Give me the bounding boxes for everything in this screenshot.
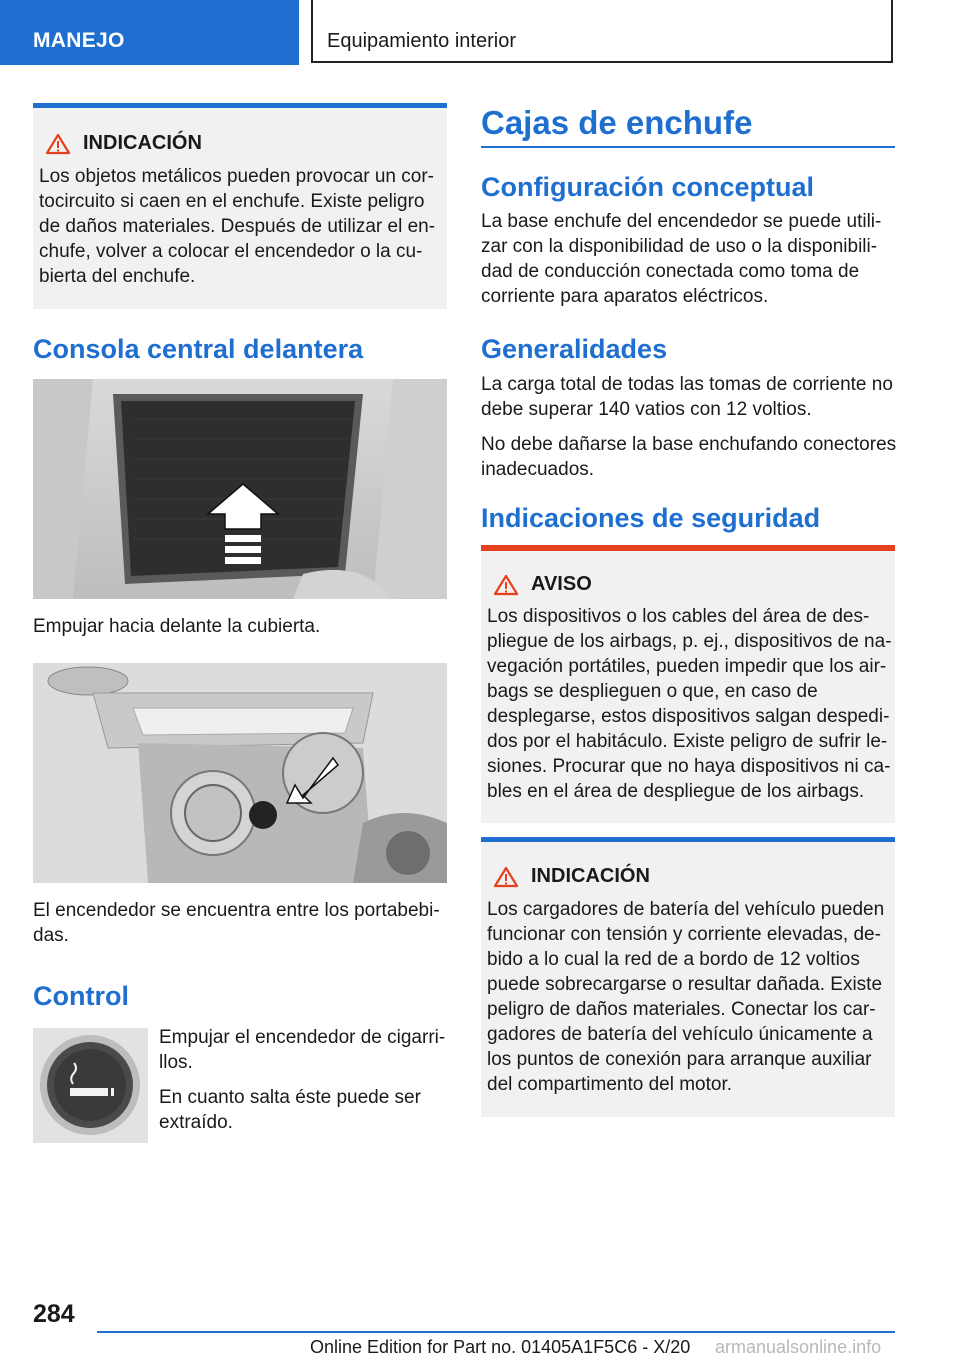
chapter-label: MANEJO xyxy=(33,29,125,52)
safety-heading: Indicaciones de seguridad xyxy=(481,503,821,533)
warning-box xyxy=(481,551,895,823)
cupholder-image xyxy=(33,663,447,883)
console-heading: Consola central delantera xyxy=(33,334,364,364)
chapter-tab xyxy=(0,0,299,65)
note-title-left: INDICACIÓN xyxy=(45,132,202,155)
edition-text: Online Edition for Part no. 01405A1F5C6 - X/20 xyxy=(310,1337,691,1357)
watermark: armanualsonline.info xyxy=(715,1337,882,1357)
control-text: Empujar el encendedor de cigarri- llos. En cuanto salta éste puede ser extraído. xyxy=(159,1027,446,1133)
note-title-right: INDICACIÓN xyxy=(493,865,650,888)
caption-lighter: El encendedor se encuentra entre los portabebi- das. xyxy=(33,900,440,946)
note-text-left: Los objetos metálicos pueden provocar un cor- tocircuito si caen en el enchufe. Existe peligro de daños materiales. Después de utilizar el en- chufe, volver a colocar el encendedor o la cu- bierta del enchufe. xyxy=(39,166,436,287)
section-header xyxy=(311,0,893,63)
warning-text: Los dispositivos o los cables del área de des- pliegue de los airbags, p. ej., dispositivos de na- vegación portátiles, pueden impedir que los air- bags se desplieguen o que, en caso de desplegarse, estos dispositivos salgan despedi- dos por el habitáculo. Existe peligro de sufrir le- siones. Procurar que no haya dispositivos ni ca- bles en el área de despliegue de los airbags. xyxy=(487,606,892,802)
note-box-left xyxy=(33,108,447,309)
general-heading: Generalidades xyxy=(481,334,668,364)
note-box-right xyxy=(481,842,895,1117)
title-rule xyxy=(481,146,895,148)
page-number: 284 xyxy=(33,1300,75,1328)
control-heading: Control xyxy=(33,981,129,1011)
console-cover-image xyxy=(33,379,447,599)
concept-heading: Configuración conceptual xyxy=(481,172,815,202)
lighter-button-image xyxy=(33,1028,148,1143)
warning-title: AVISO xyxy=(493,573,592,596)
concept-text: La base enchufe del encendedor se puede utili- zar con la disponibilidad de uso o la disponibili- dad de conducción conectada como toma de corriente para aparatos eléctricos. xyxy=(481,211,882,307)
caption-cover: Empujar hacia delante la cubierta. xyxy=(33,616,321,637)
warning-triangle-icon xyxy=(493,574,519,596)
footer-rule xyxy=(97,1331,895,1333)
section-label: Equipamiento interior xyxy=(327,30,516,52)
warning-triangle-icon xyxy=(493,866,519,888)
note-text-right: Los cargadores de batería del vehículo pueden funcionar con tensión y corriente elevadas, de- bido a lo cual la red de a bordo de 12 voltios puede sobrecargarse o resultar dañada. Existe peligro de daños materiales. Conectar los car- gadores de batería del vehículo únicamente a los puntos de conexión para arranque auxiliar del compartimento del motor. xyxy=(487,899,885,1095)
warning-triangle-icon xyxy=(45,133,71,155)
general-text: La carga total de todas las tomas de corriente no debe superar 140 vatios con 12 voltios. No debe dañarse la base enchufando conectores inadecuados. xyxy=(481,374,897,480)
page-title: Cajas de enchufe xyxy=(481,104,753,141)
